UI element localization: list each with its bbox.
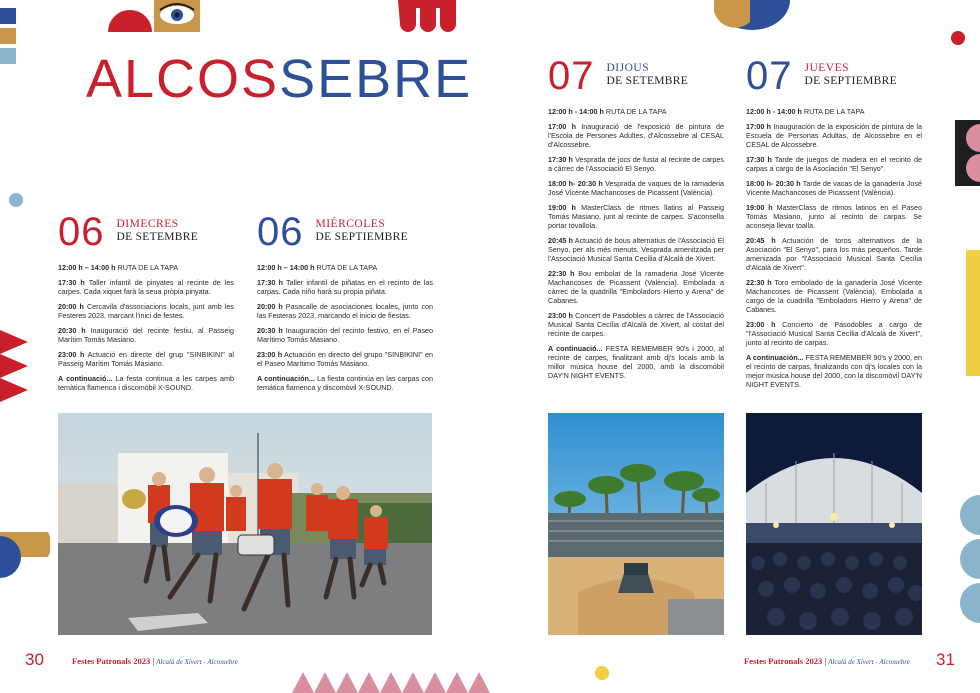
event-item: 18:00 h- 20:30 h Tarde de vacas de la ganadería José Vicente Machancoses de Picassent (València). <box>746 179 922 197</box>
title-part-blue: SEBRE <box>279 49 473 109</box>
event-item: 20:30 h Inauguració del recinte festiu, al Passeig Marítim Tomás Masiano. <box>58 326 234 344</box>
photo-marching-band <box>58 413 432 635</box>
event-item: 23:00 h Concierto de Pasodobles a cargo de "l'Associació Musical Santa Cecília d'Alcalà de Xivert", junto al recinto de carpas. <box>746 320 922 347</box>
decor-semicircle-bottom-left <box>0 532 50 582</box>
event-item: 17:30 h Taller infantil de piñatas en el recinto de las carpas. Cada niño hará su propia piñata. <box>257 278 433 296</box>
event-item: 17:30 h Vesprada de jocs de fusta al recinte de carpes a càrrec de l'Associació El Senyo. <box>548 155 724 173</box>
event-item: 12:00 h - 14:00 h RUTA DE LA TAPA <box>548 107 667 116</box>
day-month: DE SEPTIEMBRE <box>315 231 408 243</box>
event-item: 20:00 h Cercavila d'associacions locals, junt amb les Festeres 2023, marcant l'inici de festes. <box>58 302 234 320</box>
program-dimecres <box>58 263 234 398</box>
day-name: JUEVES <box>804 62 850 74</box>
day-name: DIJOUS <box>606 62 650 74</box>
footer-left: Festes Patronals 2023 | Alcalà de Xivert - Alcossebre <box>72 656 238 666</box>
page-title <box>86 49 473 109</box>
title-part-red: ALCOS <box>86 49 280 109</box>
event-item: 12:00 h – 14:00 h RUTA DE LA TAPA <box>58 263 179 272</box>
decor-blue-scallops <box>955 495 980 625</box>
decor-yellow-bar <box>966 250 980 376</box>
decor-right-arcs <box>955 120 980 186</box>
decor-red-comb <box>398 0 456 32</box>
event-item: 22:30 h Bou embolat de la ramaderia José Vicente Machancoses de Picassent (València). Embolada a càrrec de la quadrilla "Emboladors Hierro y Arena" de Cabanes. <box>548 269 724 305</box>
decor-half-circle-top <box>714 0 790 30</box>
page-number-right: 31 <box>936 650 955 669</box>
day-month: DE SEPTIEMBRE <box>804 75 897 87</box>
event-item: 18:00 h- 20:30 h Vesprada de vaques de la ramaderia José Vicente Machancoses de Picassent (València). <box>548 179 724 197</box>
decor-eye-icon <box>104 0 200 34</box>
event-item: 12:00 h - 14:00 h RUTA DE LA TAPA <box>746 107 865 116</box>
photo-night-concert <box>746 413 922 635</box>
day-month: DE SETEMBRE <box>116 231 199 243</box>
event-item: 19:00 h MasterClass de ritmes llatins al Passeig Tomás Masiano, junt al recinte de carpes. S'aconsella portar tovallola. <box>548 203 724 230</box>
event-item: 22:30 h Toro embolado de la ganadería José Vicente Machancoses de Picassent (València). Embolada a cargo de la cuadrilla "Emboladors Hierro y Arena" de Cabanes. <box>746 278 922 314</box>
program-dijous <box>548 107 724 386</box>
event-item: 12:00 h – 14:00 h RUTA DE LA TAPA <box>257 263 378 272</box>
decor-yellow-dot <box>594 665 610 681</box>
event-item: 17:00 h Inauguración de la exposición de pintura de la Escuela de Personas Adultas, de Alcossebre en el CESAL de Alcossebre. <box>746 122 922 149</box>
program-jueves <box>746 107 922 395</box>
day-header-jueves <box>746 56 897 96</box>
footer-right: Festes Patronals 2023 | Alcalà de Xivert - Alcossebre <box>744 656 910 666</box>
event-item: 20:00 h Pasacalle de asociaciones locales, junto con las Festeras 2023, marcando el inicio de fiestas. <box>257 302 433 320</box>
event-item: A continuación... La fiesta continúa en las carpas con temática flamenca y discomòvil X-SOUND. <box>257 374 434 392</box>
day-number: 07 <box>548 54 595 98</box>
day-header-dimecres <box>58 212 198 252</box>
photo-bull-arena <box>548 413 724 635</box>
event-item: 20:30 h Inauguración del recinto festivo, en el Paseo Marítimo Tomás Masiano. <box>257 326 433 344</box>
decor-blue-dot <box>8 192 24 208</box>
day-header-dijous <box>548 56 688 96</box>
event-item: A continuación... FESTA REMEMBER 90's y 2000, en el recinto de carpas, finalizando con dj's locales con la mejor música house del 2000, con la discomòvil DAY'N NIGHT EVENTS. <box>746 353 923 389</box>
event-item: 20:45 h Actuación de toros alternativos de la Asociación "El Senyo", para los más pequeños. Tarde amenizada por "l'Associació Musical Santa Cecília d'Alcalà de Xivert". <box>746 236 922 272</box>
decor-squares-left <box>0 8 16 64</box>
event-item: 23:00 h Actuació en directe del grup "SINBIKINI" al Passeig Marítim Tomás Masiano. <box>58 350 234 368</box>
event-item: 20:45 h Actuació de bous alternatius de l'Associació El Senyo, per als més menuts. Vesprada amenitzada per l'Associació Musical Santa Cecília d'Alcalà de Xivert. <box>548 236 724 263</box>
program-miercoles <box>257 263 433 398</box>
event-item: A continuació... FESTA REMEMBER 90's i 2000, al recinte de carpes, finalitzant amb dj's locals amb la millor música house del 2000, amb la discomòbil DAY'N NIGHT EVENTS. <box>548 344 724 380</box>
day-number: 06 <box>58 210 105 254</box>
day-number: 06 <box>257 210 304 254</box>
event-item: 17:30 h Taller infantil de pinyates al recinte de les carpes. Cada xiquet farà la seua pròpia pinyata. <box>58 278 234 296</box>
event-item: 23:00 h Actuación en directo del grupo "SINBIKINI" en el Paseo Marítimo Tomás Masiano. <box>257 350 433 368</box>
day-number: 07 <box>746 54 793 98</box>
day-name: MIÉRCOLES <box>315 218 386 230</box>
day-name: DIMECRES <box>116 218 179 230</box>
decor-pink-triangles <box>292 672 490 693</box>
event-item: 17:00 h Inauguració de l'exposició de pintura de l'Escola de Persones Adultes, d'Alcossebre al CESAL d'Alcossebre. <box>548 122 724 149</box>
event-item: 19:00 h MasterClass de ritmos latinos en el Paseo Tomás Masiano, junto al recinto de carpas. Se aconseja llevar toalla. <box>746 203 922 230</box>
day-month: DE SETEMBRE <box>606 75 689 87</box>
decor-red-triangles <box>0 330 30 402</box>
event-item: A continuació... La festa continua a les carpes amb temàtica flamenca i discomòbil X-SOUND. <box>58 374 234 392</box>
decor-red-dot <box>950 30 966 46</box>
page-number-left: 30 <box>25 650 44 669</box>
day-header-miercoles <box>257 212 408 252</box>
event-item: 17:30 h Tarde de juegos de madera en el recinto de carpas a cargo de la Asociación "El Senyo". <box>746 155 922 173</box>
event-item: 23:00 h Concert de Pasdobles a càrrec de l'Associació Musical Santa Cecília d'Alcalà de Xivert, al costat del recinte de carpes. <box>548 311 724 338</box>
